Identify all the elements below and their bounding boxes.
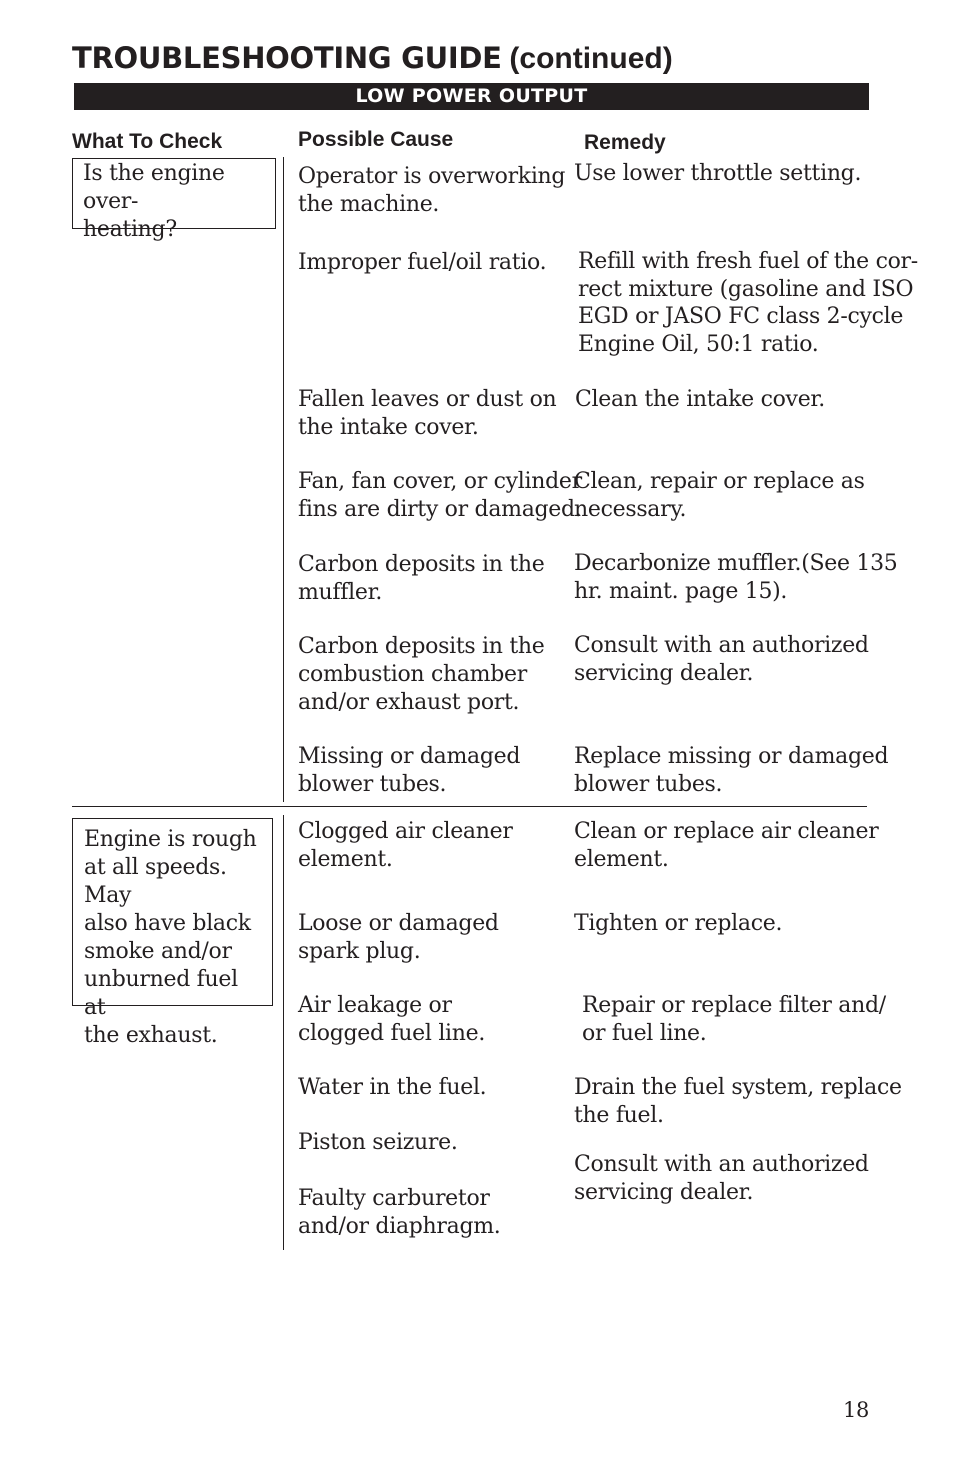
cause-line: spark plug. [298, 939, 421, 964]
check-line: Is the engine over- [83, 161, 225, 214]
cause-line: the machine. [298, 192, 440, 217]
remedy-cell [582, 992, 886, 1048]
remedy-cell [574, 632, 869, 688]
remedy-line: Clean or replace air cleaner [574, 819, 879, 844]
cause-line: Faulty carburetor [298, 1186, 490, 1211]
cause-line: blower tubes. [298, 772, 447, 797]
remedy-line: Replace missing or damaged [574, 744, 889, 769]
cause-line: Loose or damaged [298, 911, 499, 936]
remedy-line: servicing dealer. [574, 1180, 754, 1205]
remedy-line: servicing dealer. [574, 661, 754, 686]
remedy-line: Drain the fuel system, replace [574, 1075, 902, 1100]
remedy-cell [578, 248, 918, 358]
remedy-cell [574, 910, 782, 938]
cause-line: Clogged air cleaner [298, 819, 513, 844]
cause-cell [298, 551, 544, 607]
remedy-line: blower tubes. [574, 772, 723, 797]
remedy-line: or fuel line. [582, 1021, 707, 1046]
cause-line: muffler. [298, 580, 383, 605]
cause-cell [298, 163, 565, 219]
remedy-line: necessary. [574, 497, 687, 522]
cause-cell [298, 633, 544, 717]
column-divider [283, 157, 284, 802]
check-line: Engine is rough [84, 827, 257, 852]
remedy-line: Repair or replace filter and/ [582, 993, 886, 1018]
remedy-line: Clean, repair or replace as [574, 469, 865, 494]
remedy-cell [574, 818, 879, 874]
cause-line: and/or exhaust port. [298, 690, 520, 715]
remedy-line: Tighten or replace. [574, 911, 783, 936]
remedy-line: Refill with fresh fuel of the cor- [578, 249, 918, 274]
page-title [72, 40, 673, 76]
cause-line: Missing or damaged [298, 744, 521, 769]
cause-line: Fan, fan cover, or cylinder [298, 469, 582, 494]
cause-line: element. [298, 847, 393, 872]
remedy-line: Decarbonize muffler.(See 135 [574, 551, 898, 576]
cause-line: Water in the fuel. [298, 1075, 487, 1100]
remedy-line: Use lower throttle setting. [574, 161, 862, 186]
section-header-bar: LOW POWER OUTPUT [74, 83, 869, 110]
check-line: smoke and/or [84, 939, 232, 964]
cause-line: Carbon deposits in the [298, 552, 545, 577]
cause-cell [298, 468, 582, 524]
cause-line: Piston seizure. [298, 1130, 458, 1155]
cause-line: fins are dirty or damaged. [298, 497, 582, 522]
check-line: at all speeds. May [84, 855, 227, 908]
remedy-cell [574, 468, 865, 524]
column-header-remedy: Remedy [584, 131, 666, 154]
check-box-overheating [72, 158, 276, 242]
column-header-check: What To Check [72, 130, 223, 153]
cause-line: combustion chamber [298, 662, 527, 687]
column-divider [283, 815, 284, 1250]
remedy-cell [574, 550, 898, 606]
cause-line: the intake cover. [298, 415, 479, 440]
page-number: 18 [843, 1398, 870, 1422]
cause-cell [298, 1074, 486, 1102]
cause-cell [298, 249, 546, 277]
remedy-cell [574, 160, 861, 188]
cause-cell [298, 992, 485, 1048]
cause-cell [298, 910, 499, 966]
remedy-cell [574, 1151, 869, 1207]
remedy-line: rect mixture (gasoline and ISO [578, 276, 914, 302]
cause-line: Improper fuel/oil ratio. [298, 250, 547, 275]
cause-line: Fallen leaves or dust on [298, 387, 557, 412]
cause-line: Air leakage or [298, 993, 452, 1018]
cause-line: clogged fuel line. [298, 1021, 486, 1046]
column-header-cause: Possible Cause [298, 128, 454, 151]
cause-cell [298, 818, 513, 874]
title-main: TROUBLESHOOTING GUIDE [72, 41, 502, 75]
check-box-rough-engine [72, 818, 273, 1048]
remedy-line: Consult with an authorized [574, 633, 869, 658]
check-line: unburned fuel at [84, 967, 238, 1020]
remedy-line: the fuel. [574, 1103, 664, 1128]
check-line: the exhaust. [84, 1023, 218, 1048]
title-sub: (continued) [509, 42, 673, 75]
cause-cell [298, 386, 556, 442]
check-line: also have black [84, 911, 251, 936]
cause-cell [298, 1185, 501, 1241]
group-divider [72, 806, 867, 807]
cause-line: Operator is overworking [298, 164, 566, 189]
remedy-cell [574, 743, 888, 799]
remedy-line: element. [574, 847, 669, 872]
remedy-line: EGD or JASO FC class 2-cycle [578, 304, 904, 329]
cause-cell [298, 743, 520, 799]
cause-line: and/or diaphragm. [298, 1214, 501, 1239]
remedy-line: Engine Oil, 50:1 ratio. [578, 331, 819, 357]
cause-line: Carbon deposits in the [298, 634, 545, 659]
remedy-cell [574, 1074, 902, 1130]
cause-cell [298, 1129, 458, 1157]
remedy-line: Clean the intake cover. [575, 387, 825, 412]
remedy-cell [575, 386, 825, 414]
remedy-line: hr. maint. page 15). [574, 579, 788, 604]
check-line: heating? [83, 217, 177, 242]
remedy-line: Consult with an authorized [574, 1152, 869, 1177]
